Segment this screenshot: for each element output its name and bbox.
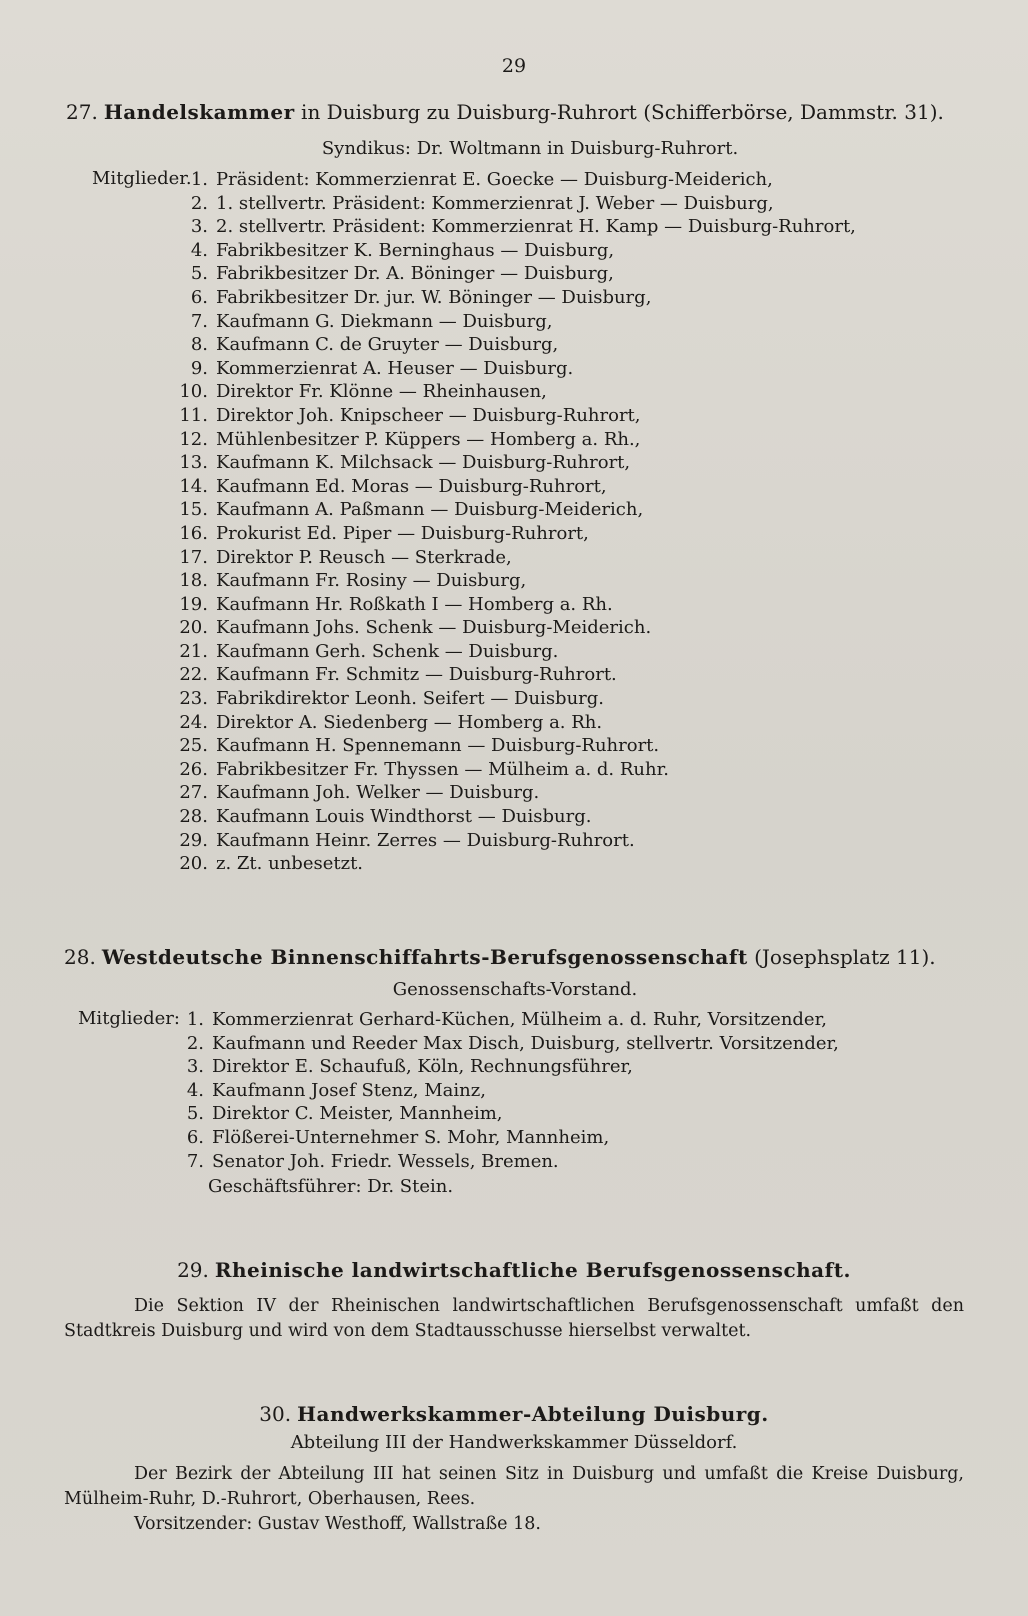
item-text: Präsident: Kommerzienrat E. Goecke — Duisburg-Meiderich, [216,169,773,190]
section-30 [64,1400,964,1537]
section-29-heading [64,1256,964,1284]
item-text: Direktor A. Siedenberg — Homberg a. Rh. [216,711,603,733]
item-number: 5. [186,1103,204,1125]
item-number: 9. [190,357,208,379]
item-text: Kaufmann Heinr. Zerres — Duisburg-Ruhrort. [216,829,635,851]
item-text: Fabrikdirektor Leonh. Seifert — Duisburg. [216,688,605,710]
item-text: Kaufmann G. Diekmann — Duisburg, [216,310,553,332]
item-text: Direktor P. Reusch — Sterkrade, [216,546,512,568]
item-number: 18. [179,570,208,592]
item-text: Direktor Fr. Klönne — Rheinhausen, [216,381,547,403]
item-number: 3. [186,1056,204,1078]
list-item [172,711,856,735]
list-item [172,357,856,381]
section-number: 30. [259,1402,292,1426]
section-subtitle: Genossenschafts-Vorstand. [392,979,638,1000]
item-text: Kaufmann Josef Stenz, Mainz, [212,1079,486,1101]
list-item [172,380,856,404]
item-number: 6. [190,286,208,308]
item-text: Direktor E. Schaufuß, Köln, Rechnungsführer, [212,1056,633,1078]
section-number: 29. [177,1258,209,1282]
item-text: Mühlenbesitzer P. Küppers — Homberg a. Rh., [216,428,641,450]
item-text: Kaufmann H. Spennemann — Duisburg-Ruhrort. [216,735,660,757]
list-item [172,286,856,310]
list-item [168,1126,839,1150]
list-item [168,1032,839,1056]
item-text: 1. stellvertr. Präsident: Kommerzienrat J. Weber — Duisburg, [216,192,774,214]
item-number: 22. [179,664,208,686]
manager-line: Geschäftsführer: Dr. Stein. [208,1176,454,1197]
section-text: Der Bezirk der Abteilung III hat seinen Sitz in Duisburg und umfaßt die Kreise Duisburg, Mülheim-Ruhr, D.-Ruhrort, Oberhausen, Rees. [64,1464,964,1509]
item-number: 8. [190,334,208,356]
item-text: Kommerzienrat A. Heuser — Duisburg. [216,357,574,379]
item-text: Kaufmann Johs. Schenk — Duisburg-Meiderich. [216,617,652,639]
item-number: 20. [179,617,208,639]
item-text: Fabrikbesitzer Fr. Thyssen — Mülheim a. d. Ruhr. [216,758,669,780]
item-number: 12. [179,428,208,450]
item-text: Direktor C. Meister, Mannheim, [212,1103,503,1125]
item-number: 10. [179,381,208,403]
list-item [172,663,856,687]
item-number: 11. [179,404,208,426]
item-text: Kaufmann Ed. Moras — Duisburg-Ruhrort, [216,475,607,497]
list-item [172,310,856,334]
list-item [168,1150,839,1174]
section-28 [60,943,970,1003]
item-number: 16. [179,522,208,544]
item-number: 15. [179,499,208,521]
item-text: Kaufmann Hr. Roßkath I — Homberg a. Rh. [216,593,613,615]
chair-line: Vorsitzender: Gustav Westhoff, Wallstraße 18. [134,1514,541,1534]
item-text: z. Zt. unbesetzt. [216,853,364,875]
item-number: 4. [186,1079,204,1101]
section-location: (Josephsplatz 11). [747,945,936,969]
section-location: in Duisburg zu Duisburg-Ruhrort (Schifferbörse, Dammstr. 31). [294,100,944,124]
list-item [172,852,856,876]
item-number: 25. [179,735,208,757]
list-item [172,192,856,216]
list-item [172,428,856,452]
item-text: Direktor Joh. Knipscheer — Duisburg-Ruhrort, [216,404,641,426]
section-number: 27. [66,100,98,124]
item-number: 14. [179,475,208,497]
item-number: 28. [179,806,208,828]
item-text: Kaufmann Gerh. Schenk — Duisburg. [216,640,559,662]
item-text: Kaufmann C. de Gruyter — Duisburg, [216,334,559,356]
list-item [172,239,856,263]
list-item [172,262,856,286]
item-text: Kommerzienrat Gerhard-Küchen, Mülheim a. d. Ruhr, Vorsitzender, [212,1009,827,1030]
item-text: Prokurist Ed. Piper — Duisburg-Ruhrort, [216,522,589,544]
section-subtitle: Abteilung III der Handwerkskammer Düsseldorf. [290,1432,738,1453]
section-title: Westdeutsche Binnenschiffahrts-Berufsgenossenschaft [101,945,748,969]
list-item [172,593,856,617]
item-number: 6. [186,1126,204,1148]
list-item [172,758,856,782]
item-number: 1. [186,1009,204,1030]
section-text: Die Sektion IV der Rheinischen landwirtschaftlichen Berufsgenossenschaft umfaßt den Stadtkreis Duisburg und wird von dem Stadtausschusse hierselbst verwaltet. [64,1296,964,1341]
item-text: Kaufmann Fr. Rosiny — Duisburg, [216,570,527,592]
item-text: Fabrikbesitzer Dr. A. Böninger — Duisburg, [216,263,614,285]
list-item [172,687,856,711]
section-28-heading [60,943,970,971]
item-number: 2. [186,1032,204,1054]
section-title: Rheinische landwirtschaftliche Berufsgenossenschaft. [214,1258,851,1282]
section-title: Handwerkskammer-Abteilung Duisburg. [297,1402,769,1426]
item-number: 21. [179,640,208,662]
item-text: Senator Joh. Friedr. Wessels, Bremen. [212,1150,559,1172]
item-text: Fabrikbesitzer Dr. jur. W. Böninger — Duisburg, [216,286,652,308]
list-item [172,734,856,758]
section-30-heading [64,1400,964,1428]
section-number: 28. [64,945,96,969]
list-item [172,333,856,357]
members-label: Mitglieder: [78,1008,180,1029]
syndikus-line: Syndikus: Dr. Woltmann in Duisburg-Ruhrort. [321,138,739,159]
item-number: 3. [190,216,208,238]
list-item [172,829,856,853]
section-title: Handelskammer [103,100,295,124]
section-27-heading [60,98,970,126]
list-item [168,1008,839,1032]
list-item [172,616,856,640]
page-number: 29 [501,55,527,77]
item-text: Kaufmann K. Milchsack — Duisburg-Ruhrort, [216,452,631,474]
list-item [172,522,856,546]
list-item [172,451,856,475]
item-number: 4. [190,239,208,261]
list-item [172,569,856,593]
item-text: Kaufmann A. Paßmann — Duisburg-Meiderich, [216,499,644,521]
item-number: 5. [190,263,208,285]
item-text: Kaufmann Fr. Schmitz — Duisburg-Ruhrort. [216,664,617,686]
list-item [168,1055,839,1079]
section-27 [60,98,970,162]
section-29 [64,1256,964,1344]
list-item [172,404,856,428]
item-text: Kaufmann Louis Windthorst — Duisburg. [216,806,592,828]
item-text: Kaufmann und Reeder Max Disch, Duisburg, stellvertr. Vorsitzender, [212,1032,839,1054]
item-text: Fabrikbesitzer K. Berninghaus — Duisburg, [216,239,615,261]
item-number: 7. [186,1150,204,1172]
item-number: 2. [190,192,208,214]
list-item [168,1102,839,1126]
item-number: 19. [179,593,208,615]
item-number: 7. [190,310,208,332]
list-item [172,781,856,805]
member-list-27 [172,168,856,876]
item-number: 26. [179,758,208,780]
list-item [172,215,856,239]
item-number: 29. [179,829,208,851]
item-number: 27. [179,782,208,804]
member-list-28 [168,1008,839,1173]
item-number: 23. [179,688,208,710]
list-item [172,546,856,570]
item-number: 17. [179,546,208,568]
list-item [172,805,856,829]
item-number: 1. [190,169,208,190]
item-number: 24. [179,711,208,733]
item-number: 13. [179,452,208,474]
list-item [172,640,856,664]
list-item [172,498,856,522]
list-item [172,168,856,192]
list-item [172,475,856,499]
list-item [168,1079,839,1103]
members-label: Mitglieder. [92,168,192,189]
item-text: 2. stellvertr. Präsident: Kommerzienrat H. Kamp — Duisburg-Ruhrort, [216,216,856,238]
item-number: 20. [179,853,208,875]
item-text: Flößerei-Unternehmer S. Mohr, Mannheim, [212,1126,610,1148]
item-text: Kaufmann Joh. Welker — Duisburg. [216,782,540,804]
